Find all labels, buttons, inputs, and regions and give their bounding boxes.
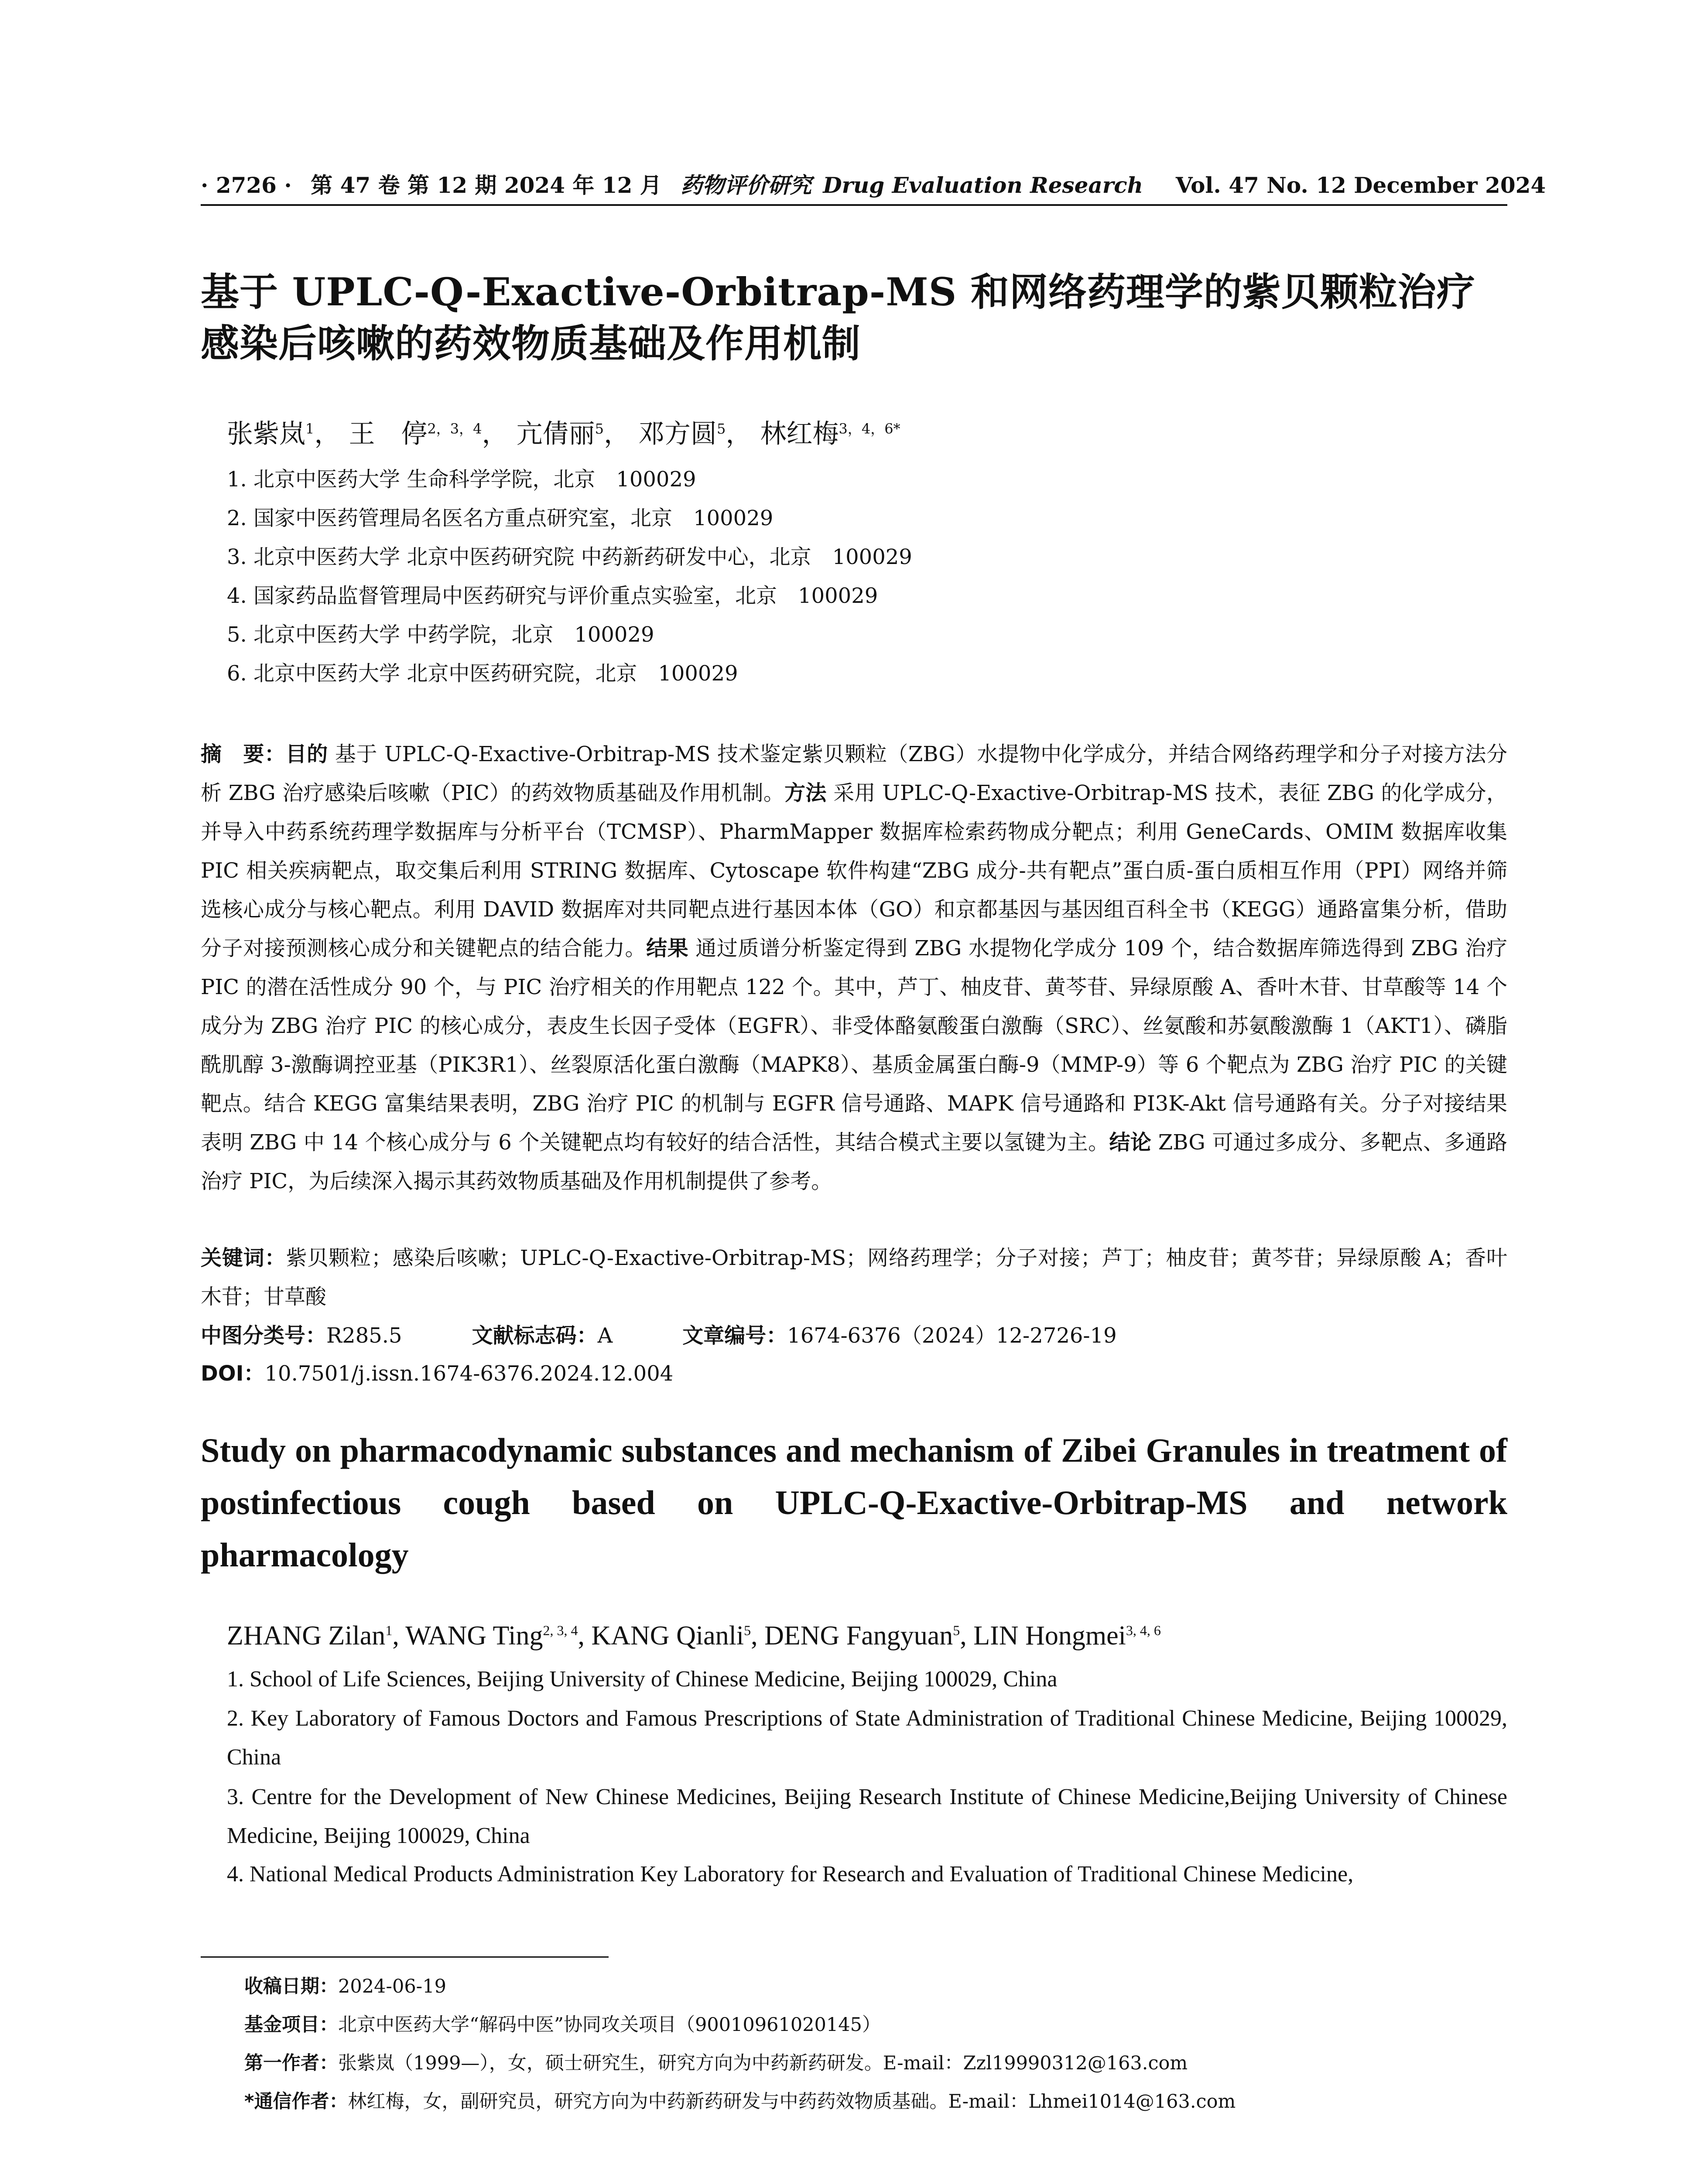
footnote-corresponding (244, 2082, 1507, 2121)
page-number: · 2726 · (201, 172, 292, 198)
author-cn: 张紫岚 (227, 419, 305, 449)
author-en: WANG Ting (405, 1621, 543, 1651)
author-en: ZHANG Zilan (227, 1621, 386, 1651)
article-no-value: 1674-6376（2024）12-2726-19 (787, 1323, 1117, 1348)
journal-name-cn: 药物评价研究 (681, 172, 812, 198)
objective-label: 目的 (285, 742, 328, 766)
running-header (201, 168, 1546, 198)
affiliations-cn (227, 460, 1507, 693)
running-header-left (201, 168, 823, 199)
authors-en: ZHANG Zilan$^1$, WANG Ting$^{2, 3, 4}$, KANG Qianli$^5$, DENG Fangyuan$^5$, LIN Hongmei$^{3, 4, 6}$ (227, 1621, 1161, 1651)
author-en: LIN Hongmei (973, 1621, 1126, 1651)
affiliation-cn: 6. 北京中医药大学 北京中医药研究院，北京 100029 (227, 661, 738, 686)
author-cn: 王 停 (349, 419, 428, 449)
doi-line (201, 1354, 1507, 1393)
running-header-right (823, 172, 1546, 198)
keywords (201, 1239, 1507, 1316)
keywords-text: 紫贝颗粒；感染后咳嗽；UPLC-Q-Exactive-Orbitrap-MS；网络药理学；分子对接；芦丁；柚皮苷；黄芩苷；异绿原酸 A；香叶木苷；甘草酸 (201, 1246, 1507, 1309)
first-author-label: 第一作者： (244, 2052, 338, 2074)
keywords-label: 关键词： (201, 1246, 286, 1270)
author-cn: 亢倩丽 (516, 419, 595, 449)
results-text: 通过质谱分析鉴定得到 ZBG 水提物化学成分 109 个，结合数据库筛选得到 ZBG 治疗 PIC 的潜在活性成分 90 个，与 PIC 治疗相关的作用靶点 122 个。其中，芦丁、柚皮苷、黄芩苷、异绿原酸 A、香叶木苷、甘草酸等 14 个成分为 ZBG 治疗 PIC 的核心成分，表皮生长因子受体（EGFR）、非受体酪氨酸蛋白激酶（SRC）、丝氨酸和苏氨酸激酶 1（AKT1）、磷脂酰肌醇 3-激酶调控亚基（PIK3R1）、丝裂原活化蛋白激酶（MAPK8）、基质金属蛋白酶-9（MMP-9）等 6 个靶点为 ZBG 治疗 PIC 的关键靶点。结合 KEGG 富集结果表明，ZBG 治疗 PIC 的机制与 EGFR 信号通路、MAPK 信号通路和 PI3K-Akt 信号通路有关。分子对接结果表明 ZBG 中 14 个核心成分与 6 个关键靶点均有较好的结合活性，其结合模式主要以氢键为主。 (201, 936, 1507, 1155)
author-sup: 5 (953, 1622, 960, 1638)
authors-cn: 张紫岚$^1$， 王 停$^{2,3,4}$， 亢倩丽$^5$， 邓方圆$^5$， 林红梅$^{3,4,6*}$ (227, 419, 900, 449)
conclusion-label: 结论 (1109, 1130, 1152, 1155)
abstract-cn (201, 735, 1507, 1201)
affiliation-en: 1. School of Life Sciences, Beijing University of Chinese Medicine, Beijing 100029, China (227, 1667, 1058, 1692)
issue-info-en: Vol. 47 No. 12 December 2024 (1175, 172, 1546, 198)
clc-value: R285.5 (326, 1323, 402, 1348)
received-date: 2024-06-19 (338, 1976, 446, 1997)
author-sup: 5 (744, 1622, 751, 1638)
author-cn: 邓方圆 (638, 419, 717, 449)
first-author-text: 张紫岚（1999—），女，硕士研究生，研究方向为中药新药研发。E-mail：Zzl19990312@163.com (338, 2052, 1188, 2074)
footnote-received (244, 1967, 1507, 2006)
doi-label: DOI： (201, 1361, 265, 1386)
title-cn: 基于 UPLC-Q-Exactive-Orbitrap-MS 和网络药理学的紫贝颗粒治疗感染后咳嗽的药效物质基础及作用机制 (201, 269, 1475, 366)
author-sup: 3，4，6* (839, 420, 900, 437)
affiliation-cn: 3. 北京中医药大学 北京中医药研究院 中药新药研发中心，北京 100029 (227, 545, 912, 569)
title-en: Study on pharmacodynamic substances and mechanism of Zibei Granules in treatment of postinfectious cough based on UPLC-Q-Exactive-Orbitrap-MS and network pharmacology (201, 1431, 1507, 1574)
footnote-rule (201, 1956, 609, 1958)
fund-label: 基金项目： (244, 2014, 338, 2036)
author-sup: 2, 3, 4 (543, 1622, 578, 1638)
affiliation-en: 3. Centre for the Development of New Chinese Medicines, Beijing Research Institute of Chinese Medicine,Beijing University of Chinese Medicine, Beijing 100029, China (227, 1784, 1507, 1848)
classification-line (201, 1316, 1507, 1355)
methods-text: 采用 UPLC-Q-Exactive-Orbitrap-MS 技术，表征 ZBG 的化学成分，并导入中药系统药理学数据库与分析平台（TCMSP）、PharmMapper 数据库检索药物成分靶点；利用 GeneCards、OMIM 数据库收集 PIC 相关疾病靶点，取交集后利用 STRING 数据库、Cytoscape 软件构建“ZBG 成分-共有靶点”蛋白质-蛋白质相互作用（PPI）网络并筛选核心成分与核心靶点。利用 DAVID 数据库对共同靶点进行基因本体（GO）和京都基因与基因组百科全书（KEGG）通路富集分析，借助分子对接预测核心成分和关键靶点的结合能力。 (201, 781, 1507, 961)
doi-value: 10.7501/j.issn.1674-6376.2024.12.004 (264, 1361, 674, 1386)
author-sup: 5 (717, 420, 726, 437)
article-no-label: 文章编号： (682, 1323, 787, 1348)
received-label: 收稿日期： (244, 1976, 338, 1997)
footnote-fund (244, 2006, 1507, 2044)
issue-info-cn: 第 47 卷 第 12 期 2024 年 12 月 (311, 172, 662, 198)
affiliation-cn: 1. 北京中医药大学 生命科学学院，北京 100029 (227, 467, 696, 492)
affiliation-en: 2. Key Laboratory of Famous Doctors and Famous Prescriptions of State Administration of Traditional Chinese Medicine, Beijing 100029, China (227, 1706, 1507, 1770)
author-en: KANG Qianli (591, 1621, 744, 1651)
corresponding-label: *通信作者： (244, 2091, 348, 2113)
author-sup: 1 (305, 420, 315, 437)
author-sup: 2，3，4 (427, 420, 482, 437)
header-rule (201, 204, 1507, 206)
corresponding-text: 林红梅，女，副研究员，研究方向为中药新药研发与中药药效物质基础。E-mail：Lhmei1014@163.com (348, 2091, 1236, 2113)
author-sup: 3, 4, 6 (1126, 1622, 1161, 1638)
abstract-label: 摘 要： (201, 742, 286, 766)
results-label: 结果 (646, 936, 689, 961)
footnote-first-author (244, 2044, 1507, 2082)
fund-text: 北京中医药大学“解码中医”协同攻关项目（90010961020145） (338, 2014, 881, 2036)
author-sup: 1 (385, 1622, 393, 1638)
clc-label: 中图分类号： (201, 1323, 327, 1348)
methods-label: 方法 (784, 781, 827, 805)
affiliation-cn: 5. 北京中医药大学 中药学院，北京 100029 (227, 622, 654, 647)
author-cn: 林红梅 (760, 419, 839, 449)
author-sup: 5 (595, 420, 604, 437)
affiliation-en: 4. National Medical Products Administration Key Laboratory for Research and Evaluation of Traditional Chinese Medicine, (227, 1862, 1354, 1887)
footnotes (244, 1967, 1507, 2121)
author-en: DENG Fangyuan (764, 1621, 953, 1651)
journal-name-en: Drug Evaluation Research (823, 172, 1143, 198)
affiliation-cn: 4. 国家药品监督管理局中医药研究与评价重点实验室，北京 100029 (227, 584, 878, 608)
doc-code-value: A (597, 1323, 613, 1348)
affiliation-cn: 2. 国家中医药管理局名医名方重点研究室，北京 100029 (227, 506, 774, 530)
conclusion-text: ZBG 可通过多成分、多靶点、多通路治疗 PIC，为后续深入揭示其药效物质基础及作用机制提供了参考。 (201, 1130, 1507, 1193)
objective-text: 基于 UPLC-Q-Exactive-Orbitrap-MS 技术鉴定紫贝颗粒（ZBG）水提物中化学成分，并结合网络药理学和分子对接方法分析 ZBG 治疗感染后咳嗽（PIC）的药效物质基础及作用机制。 (201, 742, 1507, 805)
doc-code-label: 文献标志码： (472, 1323, 598, 1348)
